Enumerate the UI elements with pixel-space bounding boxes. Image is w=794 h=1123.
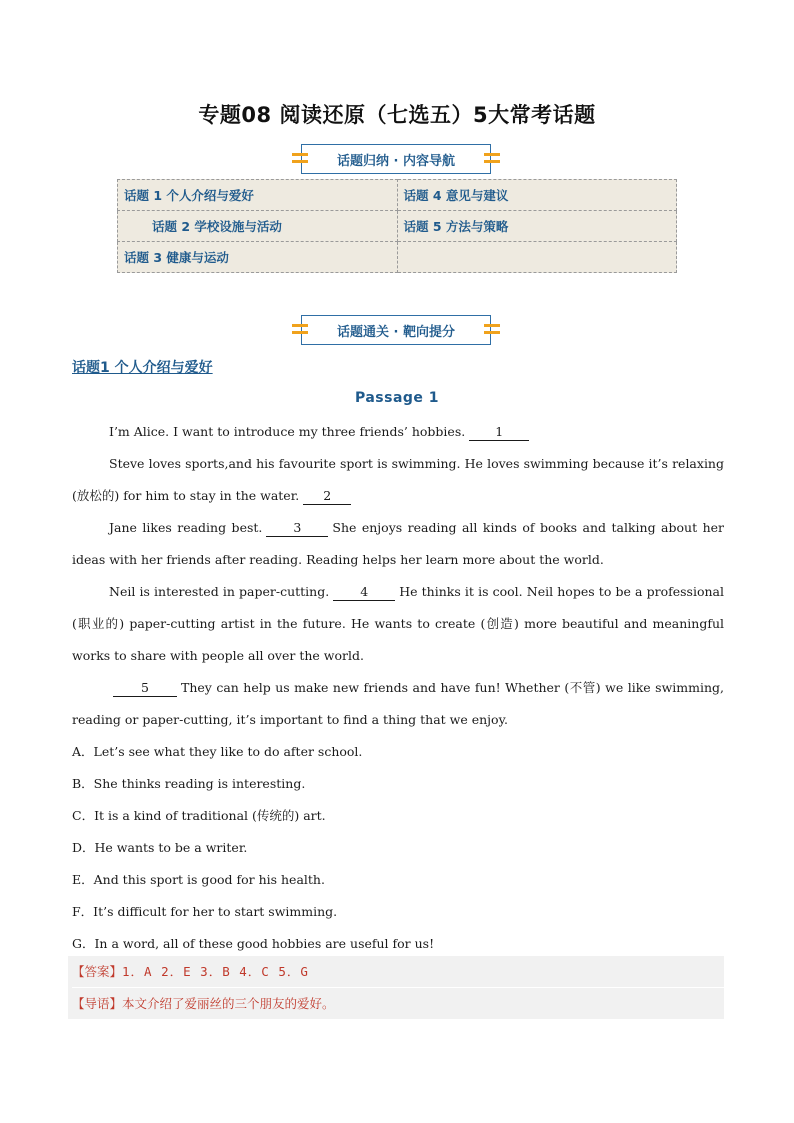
option-c: C．It is a kind of traditional (传统的) art. — [72, 808, 326, 823]
blank-2: 2 — [303, 488, 351, 505]
nav-cell-topic-3[interactable]: 话题 3 健康与运动 — [118, 242, 398, 273]
paragraph-text: She enjoys reading all kinds of books and talking about her ideas with her friends after reading. Reading helps her learn more about the world. — [72, 520, 724, 567]
answer-value: 1．A 2．E 3．B 4．C 5．G — [122, 964, 309, 979]
guide-label: 【导语】 — [72, 996, 123, 1011]
option-a: A．Let’s see what they like to do after school. — [72, 744, 363, 759]
blank-3: 3 — [266, 520, 328, 537]
paragraph-4 — [72, 576, 724, 672]
paragraph-text: Jane likes reading best. — [109, 520, 263, 535]
banner-label: 话题归纳 · 内容导航 — [337, 153, 455, 169]
answer-row — [72, 956, 724, 988]
passage-title: Passage 1 — [354, 390, 440, 406]
paragraph-3 — [72, 512, 724, 576]
paragraph-2 — [72, 448, 724, 512]
option-b: B．She thinks reading is interesting. — [72, 776, 306, 791]
double-bar-icon — [292, 324, 308, 335]
double-bar-icon — [484, 153, 500, 164]
guide-row — [72, 988, 724, 1019]
section-banner-navigation — [301, 144, 491, 174]
paragraph-text: They can help us make new friends and have fun! Whether (不管) we like swimming, reading or paper-cutting, it’s important to find a thing that we enjoy. — [72, 680, 724, 727]
passage-body — [72, 416, 724, 960]
blank-4: 4 — [333, 584, 395, 601]
table-row — [118, 180, 677, 211]
nav-cell-topic-5[interactable]: 话题 5 方法与策略 — [397, 211, 677, 242]
blank-1: 1 — [469, 424, 529, 441]
paragraph-text: I’m Alice. I want to introduce my three friends’ hobbies. — [109, 424, 466, 439]
answer-label: 【答案】 — [72, 964, 123, 979]
option-g: G．In a word, all of these good hobbies are useful for us! — [72, 936, 435, 951]
blank-5: 5 — [113, 680, 177, 697]
double-bar-icon — [484, 324, 500, 335]
paragraph-5 — [72, 672, 724, 736]
nav-cell-topic-1[interactable]: 话题 1 个人介绍与爱好 — [118, 180, 398, 211]
section-banner-practice — [301, 315, 491, 345]
paragraph-text: He thinks it is cool. Neil hopes to be a professional (职业的) paper-cutting artist in the future. He wants to create (创造) more beautiful and meaningful works to share with people all over the world. — [72, 584, 724, 663]
topic-navigation-table — [117, 179, 677, 273]
topic-heading-link[interactable]: 话题1 个人介绍与爱好 — [72, 360, 213, 376]
document-title: 专题08 阅读还原（七选五）5大常考话题 — [198, 103, 596, 127]
nav-cell-topic-2[interactable]: 话题 2 学校设施与活动 — [118, 211, 398, 242]
paragraph-text: Steve loves sports,and his favourite sport is swimming. He loves swimming because it’s relaxing (放松的) for him to stay in the water. — [72, 456, 724, 503]
table-row — [118, 242, 677, 273]
nav-cell-topic-4[interactable]: 话题 4 意见与建议 — [397, 180, 677, 211]
answer-box — [68, 956, 724, 1019]
paragraph-1 — [72, 416, 724, 448]
double-bar-icon — [292, 153, 308, 164]
table-row — [118, 211, 677, 242]
option-d: D．He wants to be a writer. — [72, 840, 248, 855]
guide-value: 本文介绍了爱丽丝的三个朋友的爱好。 — [122, 996, 335, 1011]
banner-label: 话题通关 · 靶向提分 — [337, 324, 455, 340]
nav-cell-empty — [397, 242, 677, 273]
option-f: F．It’s difficult for her to start swimming. — [72, 904, 338, 919]
option-e: E．And this sport is good for his health. — [72, 872, 325, 887]
paragraph-text: Neil is interested in paper-cutting. — [109, 584, 330, 599]
